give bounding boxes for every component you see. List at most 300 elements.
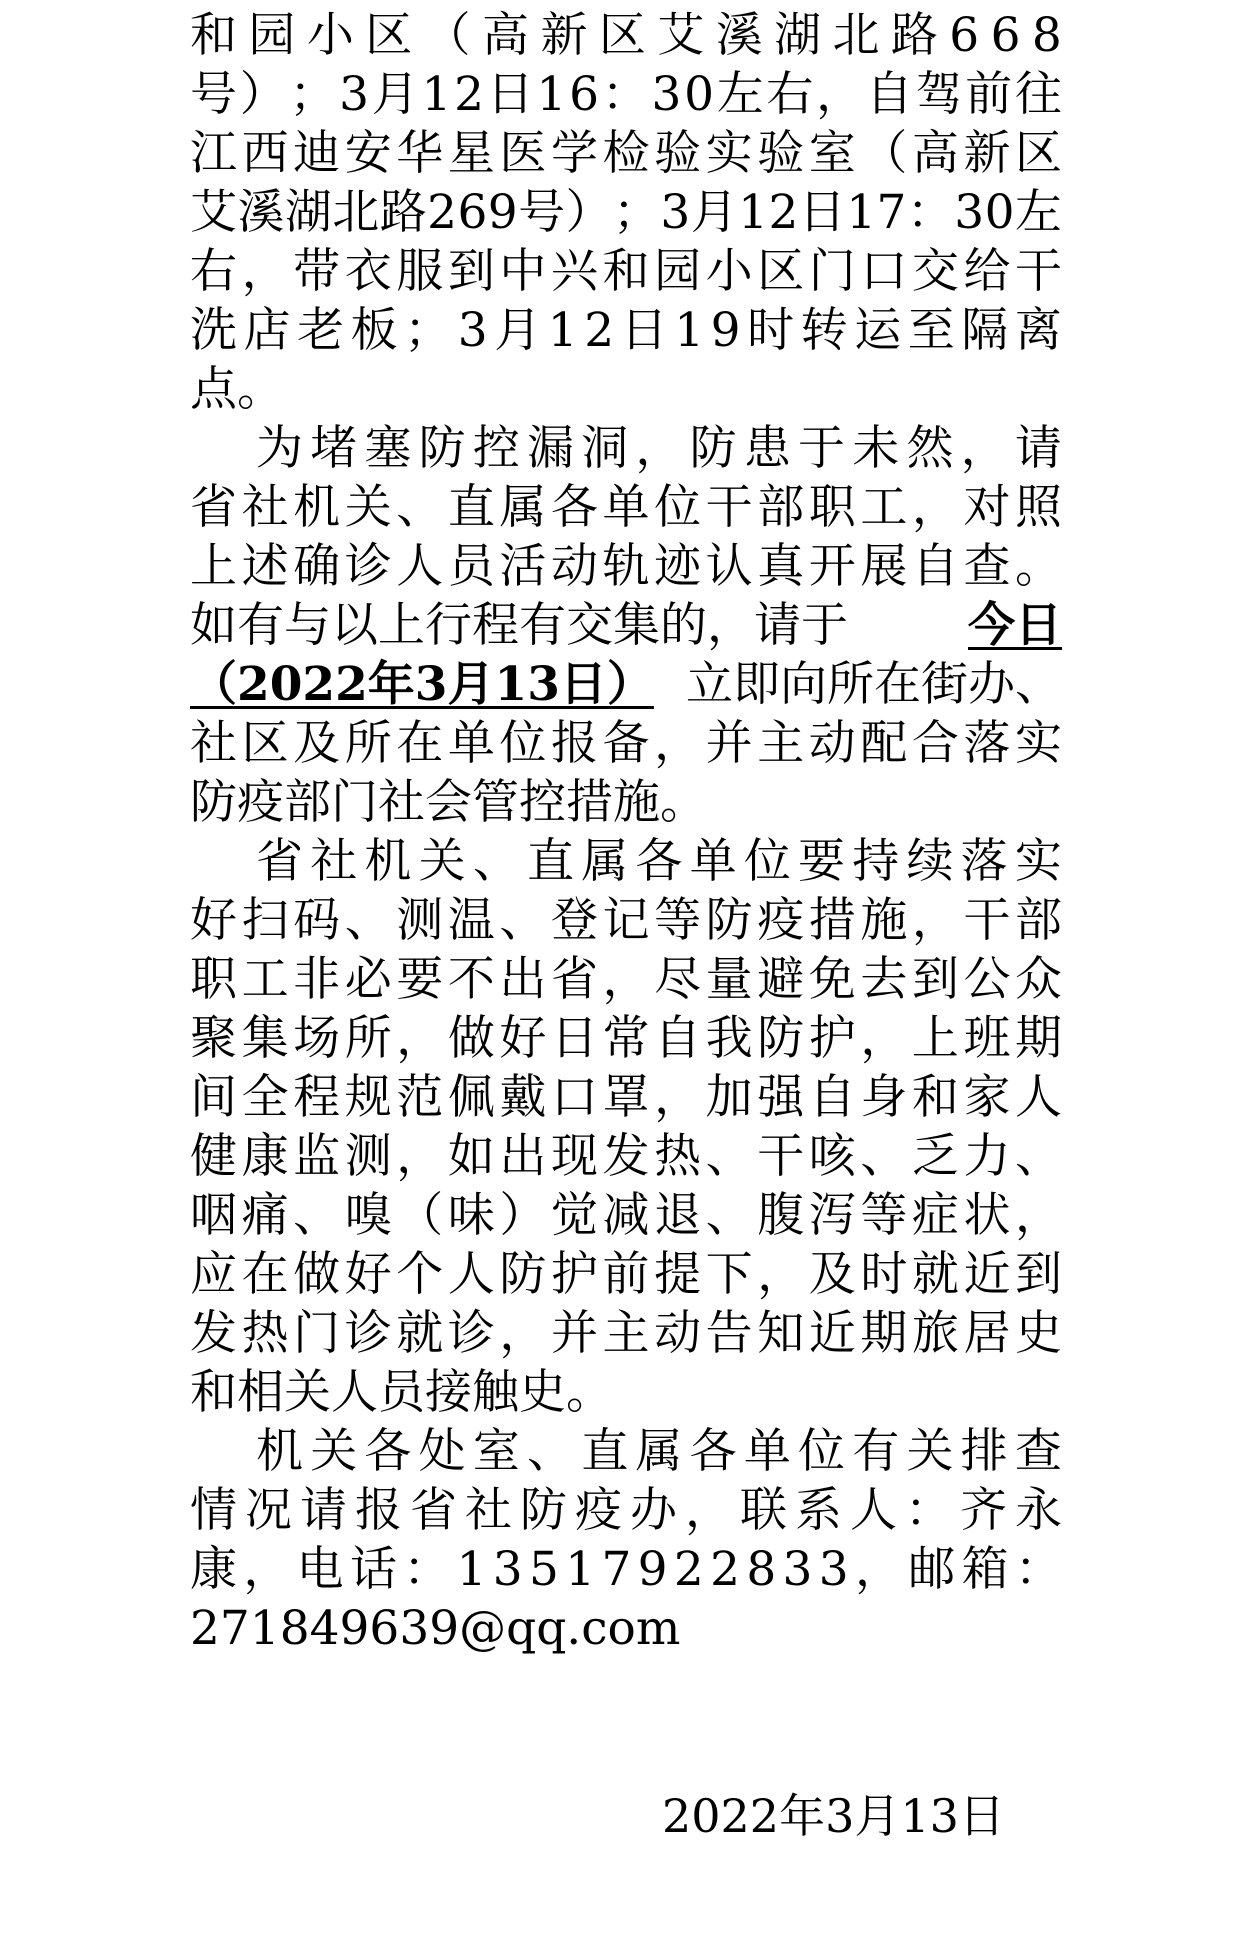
glyph: 情: [190, 1483, 237, 1538]
glyph: 期: [1015, 1011, 1062, 1066]
glyph: 各: [635, 834, 683, 889]
glyph: 小: [306, 8, 354, 63]
glyph: 发: [602, 1129, 650, 1184]
glyph: 8: [1031, 8, 1062, 63]
glyph: 3: [954, 185, 985, 240]
text-line: [190, 1481, 1062, 1540]
glyph: 0: [684, 67, 714, 122]
text-line: [190, 1127, 1062, 1186]
glyph: 衣: [344, 244, 392, 299]
glyph: 电: [296, 1542, 344, 1597]
glyph: 2: [710, 1542, 740, 1597]
glyph: 3: [651, 67, 682, 122]
glyph: 园: [248, 8, 296, 63]
text-line: 和相关人员接触史。: [190, 1365, 613, 1420]
glyph: 要: [798, 834, 846, 889]
glyph: 检: [602, 126, 650, 181]
glyph: 实: [705, 126, 753, 181]
glyph: 日: [620, 303, 668, 358]
glyph: 口: [860, 244, 908, 299]
glyph: 程: [293, 1070, 341, 1125]
glyph: 月: [690, 185, 738, 240]
glyph: ，: [860, 1011, 908, 1066]
glyph: 干: [705, 480, 753, 535]
glyph: 右: [190, 244, 237, 299]
glyph: 尽: [654, 952, 702, 1007]
glyph: 区: [1015, 126, 1062, 181]
glyph: 活: [499, 539, 547, 594]
document-body: [190, 6, 1062, 1658]
glyph: 0: [984, 185, 1015, 240]
glyph: （: [860, 126, 908, 181]
glyph: 戴: [499, 1070, 547, 1125]
glyph: 1: [738, 185, 769, 240]
glyph: 、: [1015, 1129, 1062, 1184]
glyph: 味: [447, 1188, 495, 1243]
glyph: 自: [911, 539, 959, 594]
glyph: 9: [637, 1542, 668, 1597]
glyph: 期: [860, 1306, 908, 1361]
glyph: 公: [963, 952, 1011, 1007]
glyph: 班: [963, 1011, 1011, 1066]
glyph: 湖: [774, 8, 822, 63]
glyph: 间: [190, 1070, 237, 1125]
glyph: 社: [241, 480, 289, 535]
glyph: 3: [457, 303, 488, 358]
glyph: 6: [949, 8, 980, 63]
glyph: 社: [310, 834, 358, 889]
glyph: 工: [860, 480, 908, 535]
glyph: 转: [800, 303, 848, 358]
glyph: 众: [1015, 952, 1062, 1007]
glyph: ，: [685, 1483, 732, 1538]
glyph: 常: [602, 1011, 650, 1066]
glyph: 况: [245, 1483, 292, 1538]
glyph: 出: [499, 1129, 547, 1184]
glyph: 我: [705, 1011, 753, 1066]
glyph: 、: [705, 1129, 753, 1184]
paragraph-self-check: [190, 419, 1062, 832]
glyph: 备: [602, 716, 650, 771]
glyph: 3: [492, 1542, 523, 1597]
glyph: 工: [241, 952, 289, 1007]
glyph: 咽: [190, 1188, 237, 1243]
glyph: 码: [293, 893, 341, 948]
glyph: 好: [190, 893, 237, 948]
glyph: 运: [854, 303, 902, 358]
glyph: ：: [1014, 1542, 1062, 1597]
glyph: 和: [911, 1070, 959, 1125]
glyph: ，: [635, 421, 683, 476]
glyph: 直: [527, 834, 575, 889]
glyph: 、: [344, 893, 392, 948]
glyph: 所: [344, 716, 392, 771]
glyph: 3: [339, 67, 370, 122]
glyph: 驾: [915, 67, 963, 122]
glyph: 省: [550, 952, 598, 1007]
contact-phone-line: [190, 1540, 1062, 1599]
glyph: 1: [674, 303, 705, 358]
glyph: 罩: [602, 1070, 650, 1125]
glyph: 患: [743, 421, 791, 476]
glyph: 措: [808, 893, 856, 948]
contact-email: 271849639@qq.com: [190, 1601, 681, 1656]
glyph: 齐: [960, 1483, 1007, 1538]
glyph: 好: [499, 1011, 547, 1066]
paragraph-trajectory: [190, 6, 1062, 419]
glyph: 健: [190, 1129, 237, 1184]
glyph: 主: [757, 716, 805, 771]
glyph: 做: [293, 1247, 341, 1302]
glyph: 3: [818, 1542, 849, 1597]
glyph: 告: [705, 1306, 753, 1361]
glyph: 各: [689, 1424, 737, 1479]
glyph: 区: [757, 244, 805, 299]
glyph: 往: [1015, 67, 1062, 122]
glyph: ）: [239, 67, 287, 122]
glyph: ，: [499, 1306, 547, 1361]
glyph: 位: [499, 716, 547, 771]
glyph: 自: [808, 1070, 856, 1125]
glyph: 报: [355, 1483, 402, 1538]
text-line: [190, 832, 1062, 891]
glyph: 职: [190, 952, 237, 1007]
glyph: 艾: [657, 8, 705, 63]
glyph: 就: [911, 1247, 959, 1302]
glyph: 觉: [550, 1188, 598, 1243]
text-line: [190, 1245, 1062, 1304]
glyph: 合: [911, 716, 959, 771]
text-line: [190, 891, 1062, 950]
glyph: ，: [602, 952, 650, 1007]
text-line: [190, 714, 1062, 773]
text-line: [190, 6, 1062, 65]
glyph: 9: [487, 185, 518, 240]
glyph: 近: [808, 1306, 856, 1361]
glyph: 就: [396, 1306, 444, 1361]
glyph: 控: [472, 421, 520, 476]
glyph: 路: [890, 8, 938, 63]
glyph: 新: [963, 126, 1011, 181]
glyph: 湖: [284, 185, 332, 240]
glyph: 确: [293, 539, 341, 594]
glyph: 动: [550, 539, 598, 594]
glyph: 诊: [344, 1306, 392, 1361]
glyph: 请: [300, 1483, 347, 1538]
glyph: 社: [465, 1483, 512, 1538]
glyph: 1: [456, 1542, 487, 1597]
glyph: 2: [427, 185, 458, 240]
text-line: [190, 950, 1062, 1009]
glyph: 左: [1014, 185, 1062, 240]
glyph: 泻: [808, 1188, 856, 1243]
text-line: [190, 655, 1062, 714]
glyph: 、: [499, 893, 547, 948]
glyph: 开: [808, 539, 856, 594]
glyph: 家: [963, 1070, 1011, 1125]
glyph: ，: [396, 1011, 444, 1066]
glyph: 职: [808, 480, 856, 535]
glyph: 迹: [654, 539, 702, 594]
glyph: 集: [241, 1011, 289, 1066]
glyph: 。: [1015, 539, 1062, 594]
glyph: 等: [654, 893, 702, 948]
glyph: 前: [965, 67, 1013, 122]
glyph: 查: [1014, 1424, 1062, 1479]
glyph: 、: [860, 1129, 908, 1184]
glyph: 护: [550, 1247, 598, 1302]
glyph: 好: [344, 1247, 392, 1302]
glyph: 出: [499, 952, 547, 1007]
text-line: [190, 537, 1062, 596]
glyph: 服: [396, 244, 444, 299]
glyph: 1: [421, 67, 452, 122]
glyph: 人: [850, 1483, 897, 1538]
glyph: 干: [1015, 244, 1062, 299]
glyph: 日: [486, 67, 534, 122]
glyph: 话: [349, 1542, 397, 1597]
text-line: [190, 301, 1062, 360]
glyph: 知: [757, 1306, 805, 1361]
glyph: 北: [832, 8, 880, 63]
glyph: 到: [447, 244, 495, 299]
glyph: 交: [911, 244, 959, 299]
glyph: 发: [190, 1306, 237, 1361]
glyph: 非: [293, 952, 341, 1007]
glyph: 2: [454, 67, 485, 122]
glyph: 免: [808, 952, 856, 1007]
glyph: 在: [241, 1247, 289, 1302]
glyph: 于: [798, 421, 846, 476]
glyph: 单: [447, 716, 495, 771]
glyph: 未: [852, 421, 900, 476]
glyph: 实: [1014, 834, 1062, 889]
glyph: 永: [1015, 1483, 1062, 1538]
glyph: 日: [550, 1011, 598, 1066]
glyph: ，: [241, 244, 289, 299]
text-line: [190, 242, 1062, 301]
glyph: 各: [364, 1424, 412, 1479]
glyph: 及: [293, 716, 341, 771]
glyph: 如: [447, 1129, 495, 1184]
glyph: 室: [472, 1424, 520, 1479]
glyph: 记: [602, 893, 650, 948]
glyph: 症: [911, 1188, 959, 1243]
glyph: 带: [293, 244, 341, 299]
glyph: 做: [447, 1011, 495, 1066]
glyph: 洗: [190, 303, 237, 358]
glyph: 并: [550, 1306, 598, 1361]
glyph: 星: [447, 126, 495, 181]
glyph: 日: [798, 185, 846, 240]
glyph: 园: [654, 244, 702, 299]
glyph: ；: [612, 185, 660, 240]
glyph: 兴: [550, 244, 598, 299]
glyph: 1: [565, 1542, 596, 1597]
glyph: 艾: [190, 185, 237, 240]
glyph: 请: [1014, 421, 1062, 476]
glyph: ，: [960, 421, 1008, 476]
glyph: 省: [410, 1483, 457, 1538]
glyph: 状: [963, 1188, 1011, 1243]
glyph: 医: [499, 126, 547, 181]
glyph: 力: [963, 1129, 1011, 1184]
glyph: 护: [808, 1011, 856, 1066]
glyph: 路: [379, 185, 427, 240]
glyph: 提: [654, 1247, 702, 1302]
glyph: 溪: [715, 8, 763, 63]
glyph: 应: [190, 1247, 237, 1302]
glyph: 到: [1015, 1247, 1062, 1302]
glyph: 7: [601, 1542, 632, 1597]
glyph: 报: [550, 716, 598, 771]
glyph: 直: [447, 480, 495, 535]
glyph: 办: [630, 1483, 677, 1538]
text-line: [190, 478, 1062, 537]
glyph: ）: [565, 185, 613, 240]
text-segment: 如有与以上行程有交集的，请于: [190, 598, 848, 653]
glyph: 防: [520, 1483, 567, 1538]
glyph: 7: [876, 185, 907, 240]
glyph: 、: [705, 1188, 753, 1243]
glyph: 必: [344, 952, 392, 1007]
glyph: 然: [906, 421, 954, 476]
text-line: [190, 65, 1062, 124]
glyph: 2: [673, 1542, 704, 1597]
text-line: [190, 183, 1062, 242]
glyph: 测: [344, 1129, 392, 1184]
glyph: 联: [740, 1483, 787, 1538]
glyph: 1: [547, 303, 578, 358]
glyph: 社: [190, 716, 237, 771]
glyph: 属: [581, 834, 629, 889]
glyph: 史: [1015, 1306, 1062, 1361]
glyph: 区: [365, 8, 413, 63]
glyph: 防: [705, 893, 753, 948]
glyph: 个: [396, 1247, 444, 1302]
glyph: 防: [757, 1011, 805, 1066]
glyph: 监: [293, 1129, 341, 1184]
glyph: （: [396, 1188, 444, 1243]
glyph: 小: [705, 244, 753, 299]
glyph: ；: [404, 303, 452, 358]
glyph: 新: [540, 8, 588, 63]
glyph: 邮: [908, 1542, 956, 1597]
glyph: （: [423, 8, 471, 63]
glyph: 直: [581, 1424, 629, 1479]
glyph: 区: [598, 8, 646, 63]
glyph: 人: [1015, 1070, 1062, 1125]
glyph: 及: [808, 1247, 856, 1302]
glyph: 2: [584, 303, 615, 358]
glyph: 到: [911, 952, 959, 1007]
glyph: 华: [396, 126, 444, 181]
glyph: ，: [654, 716, 702, 771]
glyph: 在: [396, 716, 444, 771]
glyph: 各: [550, 480, 598, 535]
glyph: 人: [396, 539, 444, 594]
glyph: 2: [768, 185, 799, 240]
glyph: 加: [705, 1070, 753, 1125]
glyph: 位: [654, 480, 702, 535]
glyph: 动: [808, 716, 856, 771]
glyph: 前: [602, 1247, 650, 1302]
glyph: 关: [418, 834, 466, 889]
glyph: 单: [743, 1424, 791, 1479]
glyph: 江: [190, 126, 237, 181]
glyph: 安: [344, 126, 392, 181]
glyph: 门: [808, 244, 856, 299]
glyph: 漏: [527, 421, 575, 476]
glyph: 机: [293, 480, 341, 535]
glyph: 配: [860, 716, 908, 771]
glyph: 热: [654, 1129, 702, 1184]
glyph: ：: [906, 185, 954, 240]
glyph: 口: [550, 1070, 598, 1125]
glyph: 店: [243, 303, 291, 358]
glyph: 6: [569, 67, 599, 122]
text-line: [190, 1068, 1062, 1127]
glyph: 号: [190, 67, 237, 122]
glyph: 西: [241, 126, 289, 181]
glyph: 述: [241, 539, 289, 594]
glyph: 居: [963, 1306, 1011, 1361]
glyph: 自: [865, 67, 913, 122]
glyph: 场: [293, 1011, 341, 1066]
glyph: 隔: [961, 303, 1009, 358]
glyph: 自: [654, 1011, 702, 1066]
glyph: 轨: [602, 539, 650, 594]
underlined-deadline-today: 今日: [968, 598, 1062, 653]
glyph: 扫: [241, 893, 289, 948]
glyph: 疫: [757, 893, 805, 948]
glyph: 迪: [293, 126, 341, 181]
glyph: 干: [757, 1129, 805, 1184]
glyph: 高: [911, 126, 959, 181]
glyph: 登: [550, 893, 598, 948]
glyph: 单: [602, 480, 650, 535]
text-line: [190, 1186, 1062, 1245]
glyph: 属: [499, 480, 547, 535]
glyph: 机: [364, 834, 412, 889]
glyph: 人: [447, 1247, 495, 1302]
glyph: 乏: [911, 1129, 959, 1184]
text-line: [190, 124, 1062, 183]
glyph: 动: [654, 1306, 702, 1361]
glyph: 1: [536, 67, 567, 122]
glyph: 板: [350, 303, 398, 358]
glyph: 门: [293, 1306, 341, 1361]
glyph: 避: [757, 952, 805, 1007]
glyph: 验: [757, 126, 805, 181]
glyph: 展: [860, 539, 908, 594]
glyph: 范: [396, 1070, 444, 1125]
glyph: 聚: [190, 1011, 237, 1066]
glyph: 腹: [757, 1188, 805, 1243]
glyph: ：: [403, 1542, 451, 1597]
glyph: 落: [960, 834, 1008, 889]
glyph: 、: [396, 480, 444, 535]
glyph: 不: [447, 952, 495, 1007]
glyph: ；: [289, 67, 337, 122]
glyph: 、: [293, 1188, 341, 1243]
glyph: 省: [190, 480, 237, 535]
glyph: 有: [852, 1424, 900, 1479]
glyph: ，: [911, 480, 959, 535]
text-line: [190, 1009, 1062, 1068]
glyph: 现: [550, 1129, 598, 1184]
glyph: 量: [705, 952, 753, 1007]
